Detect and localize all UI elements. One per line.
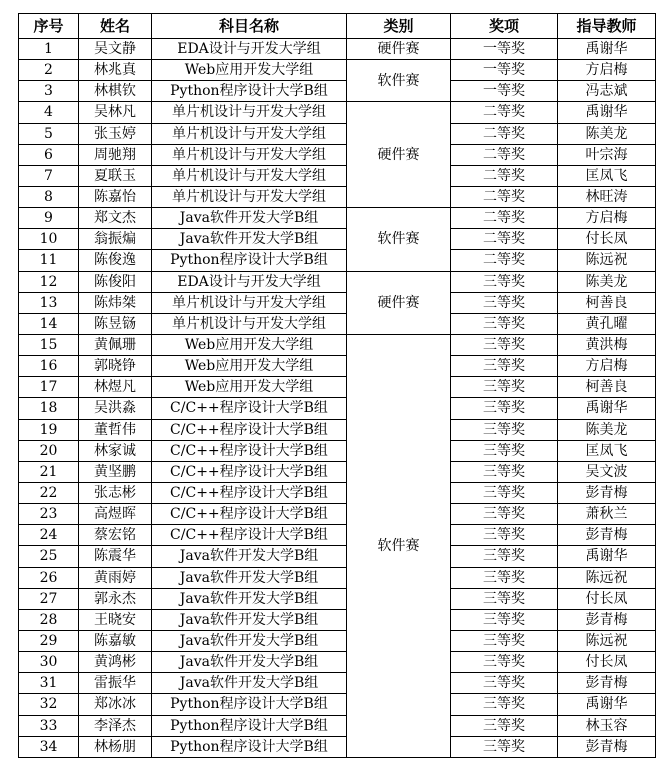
cell-category: 软件赛	[347, 208, 451, 271]
cell-name: 林煜凡	[79, 377, 152, 398]
header-row	[19, 14, 656, 39]
cell-teacher: 付长凤	[558, 229, 656, 250]
cell-award: 三等奖	[451, 482, 558, 503]
column-header-award: 奖项	[451, 14, 558, 39]
cell-subject: 单片机设计与开发大学组	[152, 165, 347, 186]
table-row	[19, 123, 656, 144]
cell-subject: C/C++程序设计大学B组	[152, 504, 347, 525]
cell-subject: 单片机设计与开发大学组	[152, 123, 347, 144]
cell-name: 黄雨婷	[79, 567, 152, 588]
cell-subject: Python程序设计大学B组	[152, 736, 347, 757]
cell-no: 25	[19, 546, 79, 567]
table-body	[19, 39, 656, 758]
cell-name: 董哲伟	[79, 419, 152, 440]
table-row	[19, 525, 656, 546]
cell-no: 9	[19, 208, 79, 229]
cell-teacher: 方启梅	[558, 208, 656, 229]
cell-subject: 单片机设计与开发大学组	[152, 144, 347, 165]
table-row	[19, 673, 656, 694]
cell-award: 三等奖	[451, 567, 558, 588]
cell-no: 1	[19, 39, 79, 60]
cell-teacher: 萧秋兰	[558, 504, 656, 525]
table-row	[19, 144, 656, 165]
cell-award: 三等奖	[451, 652, 558, 673]
cell-award: 三等奖	[451, 356, 558, 377]
cell-name: 王晓安	[79, 609, 152, 630]
cell-name: 张志彬	[79, 482, 152, 503]
cell-teacher: 吴文波	[558, 461, 656, 482]
cell-name: 翁振煸	[79, 229, 152, 250]
cell-subject: Java软件开发大学B组	[152, 630, 347, 651]
cell-subject: 单片机设计与开发大学组	[152, 102, 347, 123]
cell-teacher: 冯志斌	[558, 81, 656, 102]
table-row	[19, 461, 656, 482]
cell-name: 吴林凡	[79, 102, 152, 123]
cell-no: 22	[19, 482, 79, 503]
table-row	[19, 736, 656, 757]
cell-no: 2	[19, 60, 79, 81]
cell-teacher: 禹谢华	[558, 102, 656, 123]
cell-award: 三等奖	[451, 504, 558, 525]
cell-name: 陈炜桀	[79, 292, 152, 313]
table-row	[19, 186, 656, 207]
cell-subject: 单片机设计与开发大学组	[152, 292, 347, 313]
cell-award: 三等奖	[451, 694, 558, 715]
cell-subject: Java软件开发大学B组	[152, 567, 347, 588]
cell-teacher: 匡凤飞	[558, 440, 656, 461]
cell-no: 14	[19, 313, 79, 334]
table-row	[19, 271, 656, 292]
cell-teacher: 禹谢华	[558, 398, 656, 419]
cell-award: 三等奖	[451, 271, 558, 292]
cell-no: 24	[19, 525, 79, 546]
column-header-subject: 科目名称	[152, 14, 347, 39]
table-row	[19, 102, 656, 123]
cell-name: 张玉婷	[79, 123, 152, 144]
table-row	[19, 377, 656, 398]
table-row	[19, 81, 656, 102]
cell-no: 30	[19, 652, 79, 673]
cell-teacher: 陈美龙	[558, 419, 656, 440]
cell-award: 二等奖	[451, 250, 558, 271]
cell-award: 三等奖	[451, 313, 558, 334]
column-header-teacher: 指导教师	[558, 14, 656, 39]
cell-name: 李泽杰	[79, 715, 152, 736]
table-row	[19, 356, 656, 377]
cell-no: 32	[19, 694, 79, 715]
cell-teacher: 黄孔曜	[558, 313, 656, 334]
cell-name: 周驰翔	[79, 144, 152, 165]
cell-name: 林棋钦	[79, 81, 152, 102]
cell-subject: Java软件开发大学B组	[152, 546, 347, 567]
cell-award: 三等奖	[451, 292, 558, 313]
cell-no: 17	[19, 377, 79, 398]
cell-no: 7	[19, 165, 79, 186]
cell-subject: Java软件开发大学B组	[152, 673, 347, 694]
cell-teacher: 彭青梅	[558, 525, 656, 546]
cell-no: 16	[19, 356, 79, 377]
cell-teacher: 叶宗海	[558, 144, 656, 165]
cell-name: 林杨朋	[79, 736, 152, 757]
table-row	[19, 250, 656, 271]
cell-teacher: 陈远祝	[558, 250, 656, 271]
cell-category: 硬件赛	[347, 39, 451, 60]
cell-subject: C/C++程序设计大学B组	[152, 440, 347, 461]
cell-teacher: 林旺涛	[558, 186, 656, 207]
cell-subject: Python程序设计大学B组	[152, 715, 347, 736]
cell-subject: Java软件开发大学B组	[152, 609, 347, 630]
cell-subject: Web应用开发大学组	[152, 60, 347, 81]
cell-award: 二等奖	[451, 144, 558, 165]
cell-award: 一等奖	[451, 39, 558, 60]
cell-subject: EDA设计与开发大学组	[152, 271, 347, 292]
cell-teacher: 陈远祝	[558, 630, 656, 651]
cell-award: 二等奖	[451, 102, 558, 123]
cell-award: 三等奖	[451, 525, 558, 546]
cell-subject: Java软件开发大学B组	[152, 588, 347, 609]
cell-teacher: 方启梅	[558, 356, 656, 377]
cell-name: 陈嘉怡	[79, 186, 152, 207]
cell-name: 黄佩珊	[79, 334, 152, 355]
cell-award: 三等奖	[451, 461, 558, 482]
table-row	[19, 482, 656, 503]
cell-no: 27	[19, 588, 79, 609]
cell-subject: Python程序设计大学B组	[152, 81, 347, 102]
cell-award: 二等奖	[451, 229, 558, 250]
cell-subject: C/C++程序设计大学B组	[152, 461, 347, 482]
cell-teacher: 陈美龙	[558, 271, 656, 292]
cell-no: 13	[19, 292, 79, 313]
cell-award: 三等奖	[451, 440, 558, 461]
cell-subject: 单片机设计与开发大学组	[152, 313, 347, 334]
cell-teacher: 陈远祝	[558, 567, 656, 588]
cell-no: 23	[19, 504, 79, 525]
table-row	[19, 165, 656, 186]
table-row	[19, 334, 656, 355]
column-header-name: 姓名	[79, 14, 152, 39]
table-row	[19, 440, 656, 461]
cell-name: 吴文静	[79, 39, 152, 60]
cell-teacher: 付长凤	[558, 652, 656, 673]
cell-name: 林家诚	[79, 440, 152, 461]
cell-award: 二等奖	[451, 186, 558, 207]
cell-teacher: 柯善良	[558, 292, 656, 313]
cell-name: 雷振华	[79, 673, 152, 694]
cell-teacher: 禹谢华	[558, 694, 656, 715]
cell-teacher: 匡凤飞	[558, 165, 656, 186]
cell-subject: Java软件开发大学B组	[152, 229, 347, 250]
cell-subject: Web应用开发大学组	[152, 377, 347, 398]
cell-award: 三等奖	[451, 715, 558, 736]
cell-subject: Python程序设计大学B组	[152, 250, 347, 271]
table-row	[19, 588, 656, 609]
cell-name: 陈俊阳	[79, 271, 152, 292]
cell-subject: C/C++程序设计大学B组	[152, 419, 347, 440]
cell-name: 陈俊逸	[79, 250, 152, 271]
cell-award: 一等奖	[451, 81, 558, 102]
cell-teacher: 林玉容	[558, 715, 656, 736]
cell-award: 三等奖	[451, 588, 558, 609]
cell-name: 郑文杰	[79, 208, 152, 229]
table-row	[19, 694, 656, 715]
cell-no: 29	[19, 630, 79, 651]
cell-name: 黄鸿彬	[79, 652, 152, 673]
cell-award: 三等奖	[451, 334, 558, 355]
cell-category: 硬件赛	[347, 102, 451, 208]
cell-name: 吴洪淼	[79, 398, 152, 419]
cell-teacher: 黄洪梅	[558, 334, 656, 355]
cell-name: 高煜晖	[79, 504, 152, 525]
table-row	[19, 715, 656, 736]
cell-award: 三等奖	[451, 398, 558, 419]
cell-award: 三等奖	[451, 673, 558, 694]
table-row	[19, 419, 656, 440]
cell-teacher: 彭青梅	[558, 673, 656, 694]
cell-subject: C/C++程序设计大学B组	[152, 398, 347, 419]
cell-category: 硬件赛	[347, 271, 451, 334]
cell-no: 33	[19, 715, 79, 736]
table-row	[19, 504, 656, 525]
cell-teacher: 方启梅	[558, 60, 656, 81]
table-row	[19, 60, 656, 81]
table-row	[19, 546, 656, 567]
cell-subject: Web应用开发大学组	[152, 356, 347, 377]
cell-no: 12	[19, 271, 79, 292]
table-row	[19, 229, 656, 250]
cell-no: 19	[19, 419, 79, 440]
cell-award: 二等奖	[451, 123, 558, 144]
cell-teacher: 禹谢华	[558, 546, 656, 567]
cell-no: 10	[19, 229, 79, 250]
cell-subject: Web应用开发大学组	[152, 334, 347, 355]
cell-no: 11	[19, 250, 79, 271]
table-row	[19, 208, 656, 229]
cell-subject: Python程序设计大学B组	[152, 694, 347, 715]
cell-award: 二等奖	[451, 165, 558, 186]
cell-name: 郭永杰	[79, 588, 152, 609]
cell-category: 软件赛	[347, 334, 451, 757]
table-row	[19, 398, 656, 419]
cell-teacher: 柯善良	[558, 377, 656, 398]
cell-teacher: 彭青梅	[558, 482, 656, 503]
cell-award: 三等奖	[451, 609, 558, 630]
table-row	[19, 567, 656, 588]
cell-no: 18	[19, 398, 79, 419]
cell-award: 二等奖	[451, 208, 558, 229]
cell-no: 34	[19, 736, 79, 757]
table-row	[19, 609, 656, 630]
cell-no: 28	[19, 609, 79, 630]
cell-award: 三等奖	[451, 419, 558, 440]
cell-teacher: 禹谢华	[558, 39, 656, 60]
cell-teacher: 彭青梅	[558, 609, 656, 630]
cell-no: 21	[19, 461, 79, 482]
cell-no: 8	[19, 186, 79, 207]
cell-subject: Java软件开发大学B组	[152, 652, 347, 673]
cell-name: 夏联玉	[79, 165, 152, 186]
cell-name: 陈昱铴	[79, 313, 152, 334]
cell-subject: Java软件开发大学B组	[152, 208, 347, 229]
cell-no: 4	[19, 102, 79, 123]
cell-no: 31	[19, 673, 79, 694]
table-row	[19, 630, 656, 651]
cell-no: 20	[19, 440, 79, 461]
cell-name: 郭晓铮	[79, 356, 152, 377]
cell-teacher: 付长凤	[558, 588, 656, 609]
cell-name: 郑冰冰	[79, 694, 152, 715]
cell-no: 26	[19, 567, 79, 588]
cell-name: 陈嘉敏	[79, 630, 152, 651]
cell-subject: 单片机设计与开发大学组	[152, 186, 347, 207]
cell-name: 蔡宏铭	[79, 525, 152, 546]
cell-name: 林兆真	[79, 60, 152, 81]
cell-no: 15	[19, 334, 79, 355]
column-header-no: 序号	[19, 14, 79, 39]
cell-no: 5	[19, 123, 79, 144]
cell-subject: C/C++程序设计大学B组	[152, 525, 347, 546]
cell-teacher: 彭青梅	[558, 736, 656, 757]
column-header-category: 类别	[347, 14, 451, 39]
cell-subject: EDA设计与开发大学组	[152, 39, 347, 60]
cell-name: 黄坚鹏	[79, 461, 152, 482]
table-row	[19, 39, 656, 60]
cell-award: 一等奖	[451, 60, 558, 81]
table-row	[19, 313, 656, 334]
table-row	[19, 292, 656, 313]
results-table	[18, 13, 656, 758]
cell-category: 软件赛	[347, 60, 451, 102]
cell-award: 三等奖	[451, 377, 558, 398]
cell-no: 3	[19, 81, 79, 102]
cell-award: 三等奖	[451, 546, 558, 567]
cell-award: 三等奖	[451, 736, 558, 757]
cell-teacher: 陈美龙	[558, 123, 656, 144]
cell-award: 三等奖	[451, 630, 558, 651]
cell-name: 陈震华	[79, 546, 152, 567]
cell-no: 6	[19, 144, 79, 165]
cell-subject: C/C++程序设计大学B组	[152, 482, 347, 503]
table-row	[19, 652, 656, 673]
